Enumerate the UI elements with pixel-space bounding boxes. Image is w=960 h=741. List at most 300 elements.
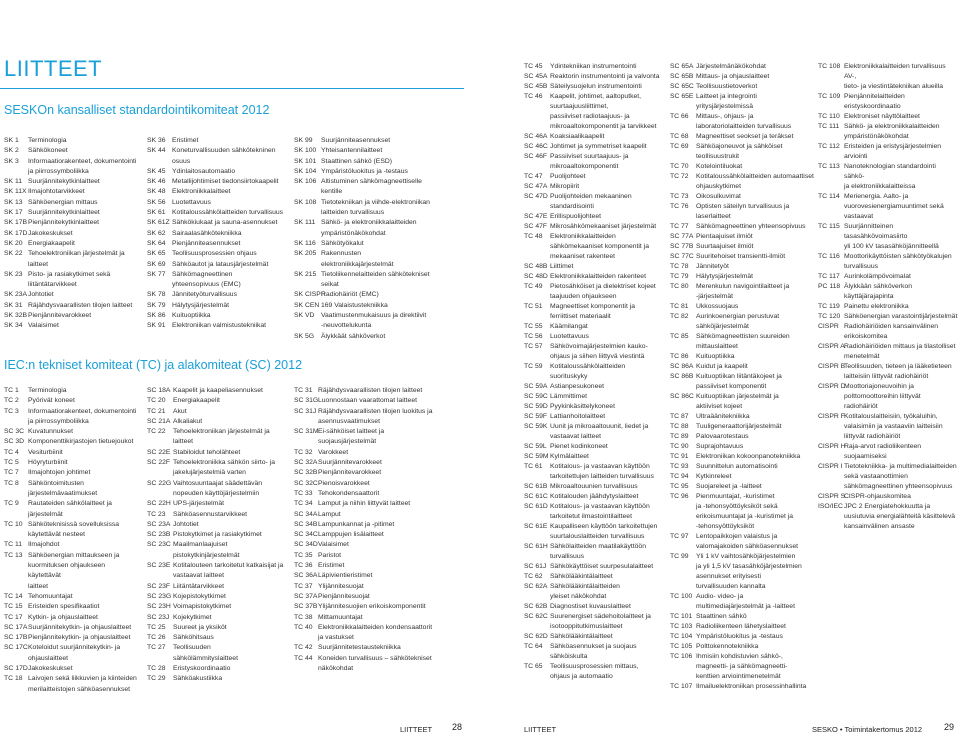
committee-name: Astianpesukoneet — [550, 383, 605, 390]
committee-code — [818, 422, 844, 432]
committee-code: TC 111 — [818, 123, 840, 130]
committee-row — [670, 252, 815, 262]
committee-name: Eristeiden spesifikaatiot — [28, 603, 100, 611]
committee-name: Akut — [173, 407, 187, 415]
committee-name: Elektroniikan kokoonpanotekniikka — [696, 453, 801, 460]
committee-row — [818, 152, 958, 162]
committee-row — [818, 462, 958, 472]
committee-row — [294, 540, 434, 550]
committee-code — [4, 280, 28, 290]
committee-code: SC 3C — [4, 428, 25, 436]
committee-code: TC 79 — [670, 273, 689, 280]
committee-name: Terminologia — [28, 387, 67, 394]
committee-row — [147, 510, 289, 520]
committee-name: Kuituoptiikan järjestelmät ja — [696, 393, 779, 400]
iec-col-3 — [294, 386, 434, 674]
committee-row — [818, 482, 958, 492]
committee-code: SC 32B — [294, 469, 318, 477]
committee-row — [524, 452, 664, 462]
committee-row — [670, 372, 815, 382]
committee-code: SK 22 — [4, 250, 23, 258]
committee-code: TC 106 — [670, 653, 693, 660]
committee-row — [147, 208, 287, 218]
iec-col-2 — [147, 386, 289, 685]
committee-code — [818, 182, 844, 192]
committee-row — [147, 146, 287, 156]
committee-name: yhteensopivuus (EMC) — [172, 281, 241, 289]
committee-row — [670, 262, 815, 272]
committee-code: TC 48 — [524, 233, 543, 240]
committee-name: Kojepistokytkimet — [173, 592, 226, 600]
committee-name: Kotitalous- ja vastaavan käyttöön — [550, 463, 650, 470]
committee-name: Suureet ja yksiköt — [173, 623, 227, 631]
committee-code: TC 23 — [147, 510, 166, 518]
committee-row — [4, 643, 139, 653]
committee-row — [524, 662, 664, 672]
committee-row — [294, 520, 434, 530]
committee-code: SC 31J — [294, 407, 317, 415]
committee-code — [294, 633, 318, 643]
committee-name: standardisointi — [550, 203, 594, 210]
committee-code — [670, 572, 696, 582]
committee-row — [524, 602, 664, 612]
committee-row — [670, 412, 815, 422]
committee-name: Mikrosähkömekaaniset järjestelmät — [550, 223, 657, 230]
committee-row — [147, 198, 287, 208]
committee-row — [818, 92, 958, 102]
committee-code: SC 22E — [147, 448, 171, 456]
committee-code: TC 15 — [4, 603, 23, 611]
committee-code: TC 120 — [818, 313, 841, 320]
page-number-left: 28 — [452, 722, 463, 732]
committee-name: vastaavat laitteet — [173, 572, 225, 580]
committee-name: Mittaus-, ohjaus- ja — [696, 113, 754, 120]
committee-row — [294, 437, 434, 447]
committee-code: TC 33 — [294, 489, 313, 497]
committee-code: TC 66 — [670, 113, 689, 120]
committee-code: TC 82 — [670, 313, 689, 320]
committee-row — [818, 472, 958, 482]
committee-code: SC 46F — [524, 153, 548, 160]
committee-row — [524, 362, 664, 382]
committee-code — [294, 437, 318, 447]
committee-row — [818, 162, 958, 182]
committee-code — [524, 312, 550, 322]
committee-code — [818, 392, 844, 402]
committee-code: SC 59D — [524, 403, 548, 410]
committee-name: näkökohdat — [318, 665, 354, 673]
committee-name: Suunnittelun automatisointi — [696, 463, 778, 470]
committee-row — [147, 136, 287, 146]
committee-code: TC 21 — [147, 407, 166, 415]
committee-row — [147, 633, 289, 643]
committee-code: SK 104 — [294, 167, 317, 175]
committee-row — [818, 312, 958, 322]
committee-row — [670, 592, 815, 602]
committee-row — [147, 218, 287, 228]
committee-code — [670, 602, 696, 612]
committee-row — [147, 157, 287, 167]
committee-row — [4, 290, 139, 300]
committee-name: Kaupalliseen käyttöön tarkoitettujen — [550, 523, 658, 530]
committee-code: SC 86A — [670, 363, 694, 370]
committee-name: Mikropiirit — [550, 183, 580, 190]
committee-name: Ylijännitesuojien erikoiskomponentit — [318, 603, 426, 611]
committee-name: Magneettiset komponentit ja — [550, 303, 636, 310]
committee-row — [4, 321, 139, 331]
committee-row — [670, 142, 815, 152]
committee-code — [4, 510, 28, 520]
committee-name: Lampunkannat ja -pitimet — [318, 520, 395, 528]
committee-code — [524, 552, 550, 562]
committee-row — [4, 239, 139, 249]
committee-row — [670, 282, 815, 292]
committee-code: SK 108 — [294, 198, 317, 206]
committee-code: SC 34C — [294, 531, 318, 539]
committee-code: SC 23C — [147, 541, 171, 549]
committee-row — [818, 322, 958, 332]
committee-row — [524, 592, 664, 602]
committee-row — [818, 112, 958, 122]
committee-row — [818, 102, 958, 112]
footer-right-label: SESKO • Toimintakertomus 2012 — [812, 725, 923, 734]
committee-name: menetelmät — [844, 353, 880, 360]
committee-row — [524, 72, 664, 82]
committee-name: Sähkövoimajärjestelmien kauko- — [550, 343, 648, 350]
committee-row — [147, 551, 289, 561]
committee-code: SC 59C — [524, 393, 548, 400]
committee-code: TC 11 — [4, 541, 23, 549]
committee-name: Sähköenergian mittaukseen ja — [28, 551, 120, 559]
committee-name: erikoismuuntajat ja -kuristimet ja — [696, 513, 794, 520]
committee-name: kansainvälinen ansaste — [844, 523, 915, 530]
committee-name: Komponenttikirjastojen tietuejoukot — [28, 438, 134, 446]
committee-row — [294, 396, 434, 406]
committee-code: TC 97 — [670, 533, 689, 540]
committee-row — [4, 427, 139, 437]
committee-row — [524, 472, 664, 482]
committee-code — [818, 472, 844, 482]
committee-name: ympäristönäkökohdat — [321, 229, 386, 237]
committee-row — [818, 492, 958, 502]
committee-name: Höyryturbiinit — [28, 459, 68, 467]
committee-name: Pienoisvarokkeet — [318, 479, 370, 487]
committee-row — [670, 352, 815, 362]
committee-code: TC 107 — [670, 683, 693, 690]
committee-name: Metallijohtimiset tiedonsiirtokaapelit — [172, 178, 279, 186]
committee-code: TC 117 — [818, 273, 840, 280]
committee-code — [524, 652, 550, 662]
committee-row — [524, 542, 664, 552]
committee-name: Paristot — [318, 551, 342, 559]
committee-code — [818, 332, 844, 342]
committee-code — [524, 672, 550, 682]
committee-code: TC 35 — [294, 551, 313, 559]
right-col-3 — [818, 62, 958, 532]
committee-row — [670, 242, 815, 252]
committee-code: SC 22H — [147, 500, 171, 508]
committee-code: SK 99 — [294, 137, 313, 144]
committee-name: Valaisimet — [318, 541, 349, 549]
committee-row — [670, 672, 815, 682]
committee-code: TC 47 — [524, 173, 543, 180]
committee-code: SC 32C — [294, 479, 318, 487]
committee-code — [818, 242, 844, 252]
committee-row — [4, 582, 139, 592]
committee-name: järjestelmät — [28, 510, 63, 518]
committee-code: TC 26 — [147, 634, 166, 642]
committee-name: Jakokeskukset — [28, 229, 73, 237]
committee-name: valaisimiin ja vastaaviin laitteisiin — [844, 423, 943, 430]
committee-row — [147, 664, 289, 674]
committee-code — [818, 132, 844, 142]
committee-code: SK 91 — [147, 322, 166, 330]
committee-code — [4, 561, 28, 582]
committee-code: SC 17D — [4, 665, 28, 673]
committee-code: SC 18A — [147, 387, 171, 394]
committee-code — [147, 654, 173, 664]
committee-code: TC 103 — [670, 623, 693, 630]
committee-row — [670, 452, 815, 462]
committee-code — [4, 685, 28, 695]
committee-name: Lamput ja niihin liittyvät laitteet — [318, 500, 411, 508]
committee-name: Sairaalasähkötekniikka — [172, 229, 242, 237]
committee-name: Laivojen sekä liikkuvien ja kiinteiden — [28, 675, 137, 683]
committee-name: ja vastukset — [318, 634, 354, 642]
committee-row — [147, 229, 287, 239]
committee-code: SC 23F — [147, 582, 171, 590]
committee-row — [294, 633, 434, 643]
committee-code: TC 55 — [524, 323, 543, 330]
committee-row — [4, 386, 139, 396]
committee-code: CISPR I — [818, 463, 843, 470]
committee-row — [524, 502, 664, 512]
committee-name: Kotitalouteen tarkoitetut katkaisijat ja — [173, 562, 284, 570]
committee-code: SK 100 — [294, 147, 317, 155]
committee-code: CISPR — [818, 323, 839, 330]
committee-row — [147, 437, 289, 447]
committee-row — [670, 632, 815, 642]
committee-code: SC 46A — [524, 133, 548, 140]
title-rule — [0, 88, 464, 89]
committee-row — [4, 623, 139, 633]
committee-row — [818, 222, 958, 242]
committee-row — [147, 643, 289, 653]
committee-row — [4, 613, 139, 623]
committee-name: Pietosähköiset ja dielektriset kojeet — [550, 283, 656, 290]
committee-row — [294, 489, 434, 499]
committee-code — [4, 260, 28, 270]
committee-code: TC 68 — [670, 133, 689, 140]
committee-code — [524, 352, 550, 362]
committee-code: SK 3 — [4, 157, 19, 165]
committee-code — [670, 542, 696, 552]
committee-name: magneetti- ja sähkömagneetti- — [696, 663, 788, 670]
committee-code: SK 5G — [294, 332, 315, 340]
committee-row — [524, 622, 664, 632]
committee-row — [4, 407, 139, 417]
committee-row — [524, 292, 664, 302]
committee-name: Koteloidut suurjännitekytkin- ja — [28, 644, 121, 652]
committee-code: CISPR B — [818, 363, 846, 370]
committee-code — [524, 512, 550, 522]
committee-name: Elektroniikan valmistustekniikat — [172, 322, 267, 330]
committee-name: ferriittiset materiaalit — [550, 313, 611, 320]
committee-name: vastaavat — [844, 213, 874, 220]
committee-name: Merienergia. Aalto- ja — [844, 193, 909, 200]
committee-name: Raja-arvot radioliikenteen — [844, 443, 922, 450]
committee-name: Tietotekniikan ja viihde-elektroniikan — [321, 198, 430, 206]
committee-name: vuorovesienergiamuuntimet sekä — [844, 203, 944, 210]
committee-row — [524, 302, 664, 312]
committee-row — [294, 654, 434, 664]
committee-name: kuormituksen ohjaukseen käytettävät — [28, 562, 106, 580]
committee-row — [524, 572, 664, 582]
committee-name: liittyvät radiohäiriöt — [844, 433, 901, 440]
committee-code — [670, 102, 696, 112]
committee-row — [818, 62, 958, 82]
committee-code: TC 46 — [524, 93, 543, 100]
sesko-col-1 — [4, 136, 139, 332]
committee-name: Ilmajohtotarvikkeet — [28, 188, 85, 196]
committee-name: Suurjännitetestaustekniikka — [318, 644, 401, 652]
committee-name: Ei-sähköiset laitteet ja — [318, 428, 385, 436]
committee-row — [294, 571, 434, 581]
committee-name: merilaitteistojen sähköasennukset — [28, 685, 131, 693]
committee-row — [524, 552, 664, 562]
committee-code: TC 95 — [670, 483, 689, 490]
committee-name: Räjähdysvaarallisten tilojen laitteet — [28, 301, 133, 309]
committee-name: Puolijohteet — [550, 173, 586, 180]
committee-name: Kotitalouden jäähdytyslaitteet — [550, 493, 639, 500]
committee-row — [147, 592, 289, 602]
committee-code: SC 37B — [294, 603, 318, 611]
committee-code: SC 3D — [4, 438, 25, 446]
committee-row — [147, 499, 289, 509]
committee-code: SC 37A — [294, 592, 318, 600]
committee-code: SK 20 — [4, 239, 23, 247]
committee-name: Vaatimustenmukaisuus ja direktiivit — [321, 312, 427, 320]
committee-row — [147, 280, 287, 290]
committee-name: Tuuligeneraattorijärjestelmät — [696, 423, 782, 430]
committee-name: multimediajärjestelmät ja -laitteet — [696, 603, 795, 610]
committee-row — [670, 502, 815, 512]
committee-row — [524, 172, 664, 182]
committee-row — [818, 452, 958, 462]
committee-code: SK 34 — [4, 322, 23, 330]
committee-code — [818, 102, 844, 112]
committee-code: TC 49 — [524, 283, 543, 290]
committee-code: SC 61E — [524, 523, 548, 530]
committee-row — [670, 122, 815, 132]
committee-row — [818, 352, 958, 362]
committee-name: Eristeiden ja eristysjärjestelmien — [844, 143, 942, 150]
committee-row — [4, 540, 139, 550]
committee-code: TC 73 — [670, 193, 689, 200]
committee-code — [818, 372, 844, 382]
committee-code: TC 13 — [4, 551, 23, 559]
committee-code — [670, 502, 696, 512]
committee-name: Radiohäiriöiden kansainvälinen — [844, 323, 939, 330]
committee-name: turvallisuuden kannalta — [696, 583, 766, 590]
committee-row — [147, 386, 289, 396]
committee-code: SC 62A — [524, 583, 548, 590]
committee-name: käytettävät nesteet — [28, 531, 86, 539]
committee-name: Käämilangat — [550, 323, 588, 330]
committee-name: valomajakoiden sähköasennukset — [696, 543, 799, 550]
committee-code: SC 59L — [524, 443, 547, 450]
committee-row — [670, 62, 815, 72]
committee-row — [147, 311, 287, 321]
committee-row — [670, 102, 815, 112]
committee-code — [147, 489, 173, 499]
committee-code: TC 115 — [818, 223, 840, 230]
committee-name: Koneturvallisuuden sähkötekninen — [172, 147, 276, 155]
committee-row — [294, 290, 434, 300]
committee-row — [147, 249, 287, 259]
committee-name: Audio- video- ja — [696, 593, 744, 600]
committee-code: TC 28 — [147, 665, 166, 673]
committee-code: TC 108 — [818, 63, 841, 70]
committee-name: Sähkömagneettisten suureiden — [696, 333, 790, 340]
committee-row — [670, 72, 815, 82]
committee-name: Säteilysuojelun instrumentointi — [550, 83, 642, 90]
committee-code: SK VD — [294, 312, 315, 320]
committee-code: TC 105 — [670, 643, 693, 650]
committee-row — [524, 352, 664, 362]
committee-name: mekaaniset rakenteet — [550, 253, 615, 260]
committee-row — [818, 372, 958, 382]
committee-name: Suurjännitekytkinlaitteet — [28, 209, 100, 217]
committee-row — [670, 112, 815, 122]
committee-code: SK 17D — [4, 229, 28, 237]
committee-name: Teollisuusprosessien ohjaus — [172, 250, 257, 258]
committee-name: tarkoitetut ilmastointilaitteet — [550, 513, 632, 520]
committee-name: Kytkinreleet — [696, 473, 732, 480]
committee-code — [524, 622, 550, 632]
committee-row — [4, 417, 139, 427]
committee-name: Kaapelit, johtimet, aaltoputket, — [550, 93, 642, 100]
committee-row — [147, 270, 287, 280]
committee-row — [4, 458, 139, 468]
committee-row — [294, 623, 434, 633]
committee-row — [670, 272, 815, 282]
committee-row — [147, 448, 289, 458]
right-col-1 — [524, 62, 664, 682]
committee-row — [524, 672, 664, 682]
committee-code: TC 99 — [670, 553, 689, 560]
committee-row — [4, 270, 139, 280]
committee-code — [147, 437, 173, 447]
committee-row — [670, 162, 815, 172]
committee-code — [670, 212, 696, 222]
committee-name: Liitäntätarvikkeet — [173, 582, 225, 590]
committee-name: Painettu elektroniikka — [844, 303, 909, 310]
committee-row — [670, 572, 815, 582]
page-number-right: 29 — [944, 722, 955, 732]
committee-row — [818, 272, 958, 282]
committee-code: TC 17 — [4, 613, 23, 621]
committee-name: Puolijohteiden mekaaninen — [550, 193, 632, 200]
committee-row — [818, 252, 958, 262]
committee-name: Johtimet ja symmetriset kaapelit — [550, 143, 647, 150]
committee-row — [4, 157, 139, 167]
committee-name: Sähköenergian varastointijärjestelmät — [844, 313, 958, 320]
committee-code: SC 47F — [524, 223, 548, 230]
committee-row — [670, 232, 815, 242]
committee-row — [4, 146, 139, 156]
committee-name: Sähkölääkintälaitteet — [550, 633, 613, 640]
